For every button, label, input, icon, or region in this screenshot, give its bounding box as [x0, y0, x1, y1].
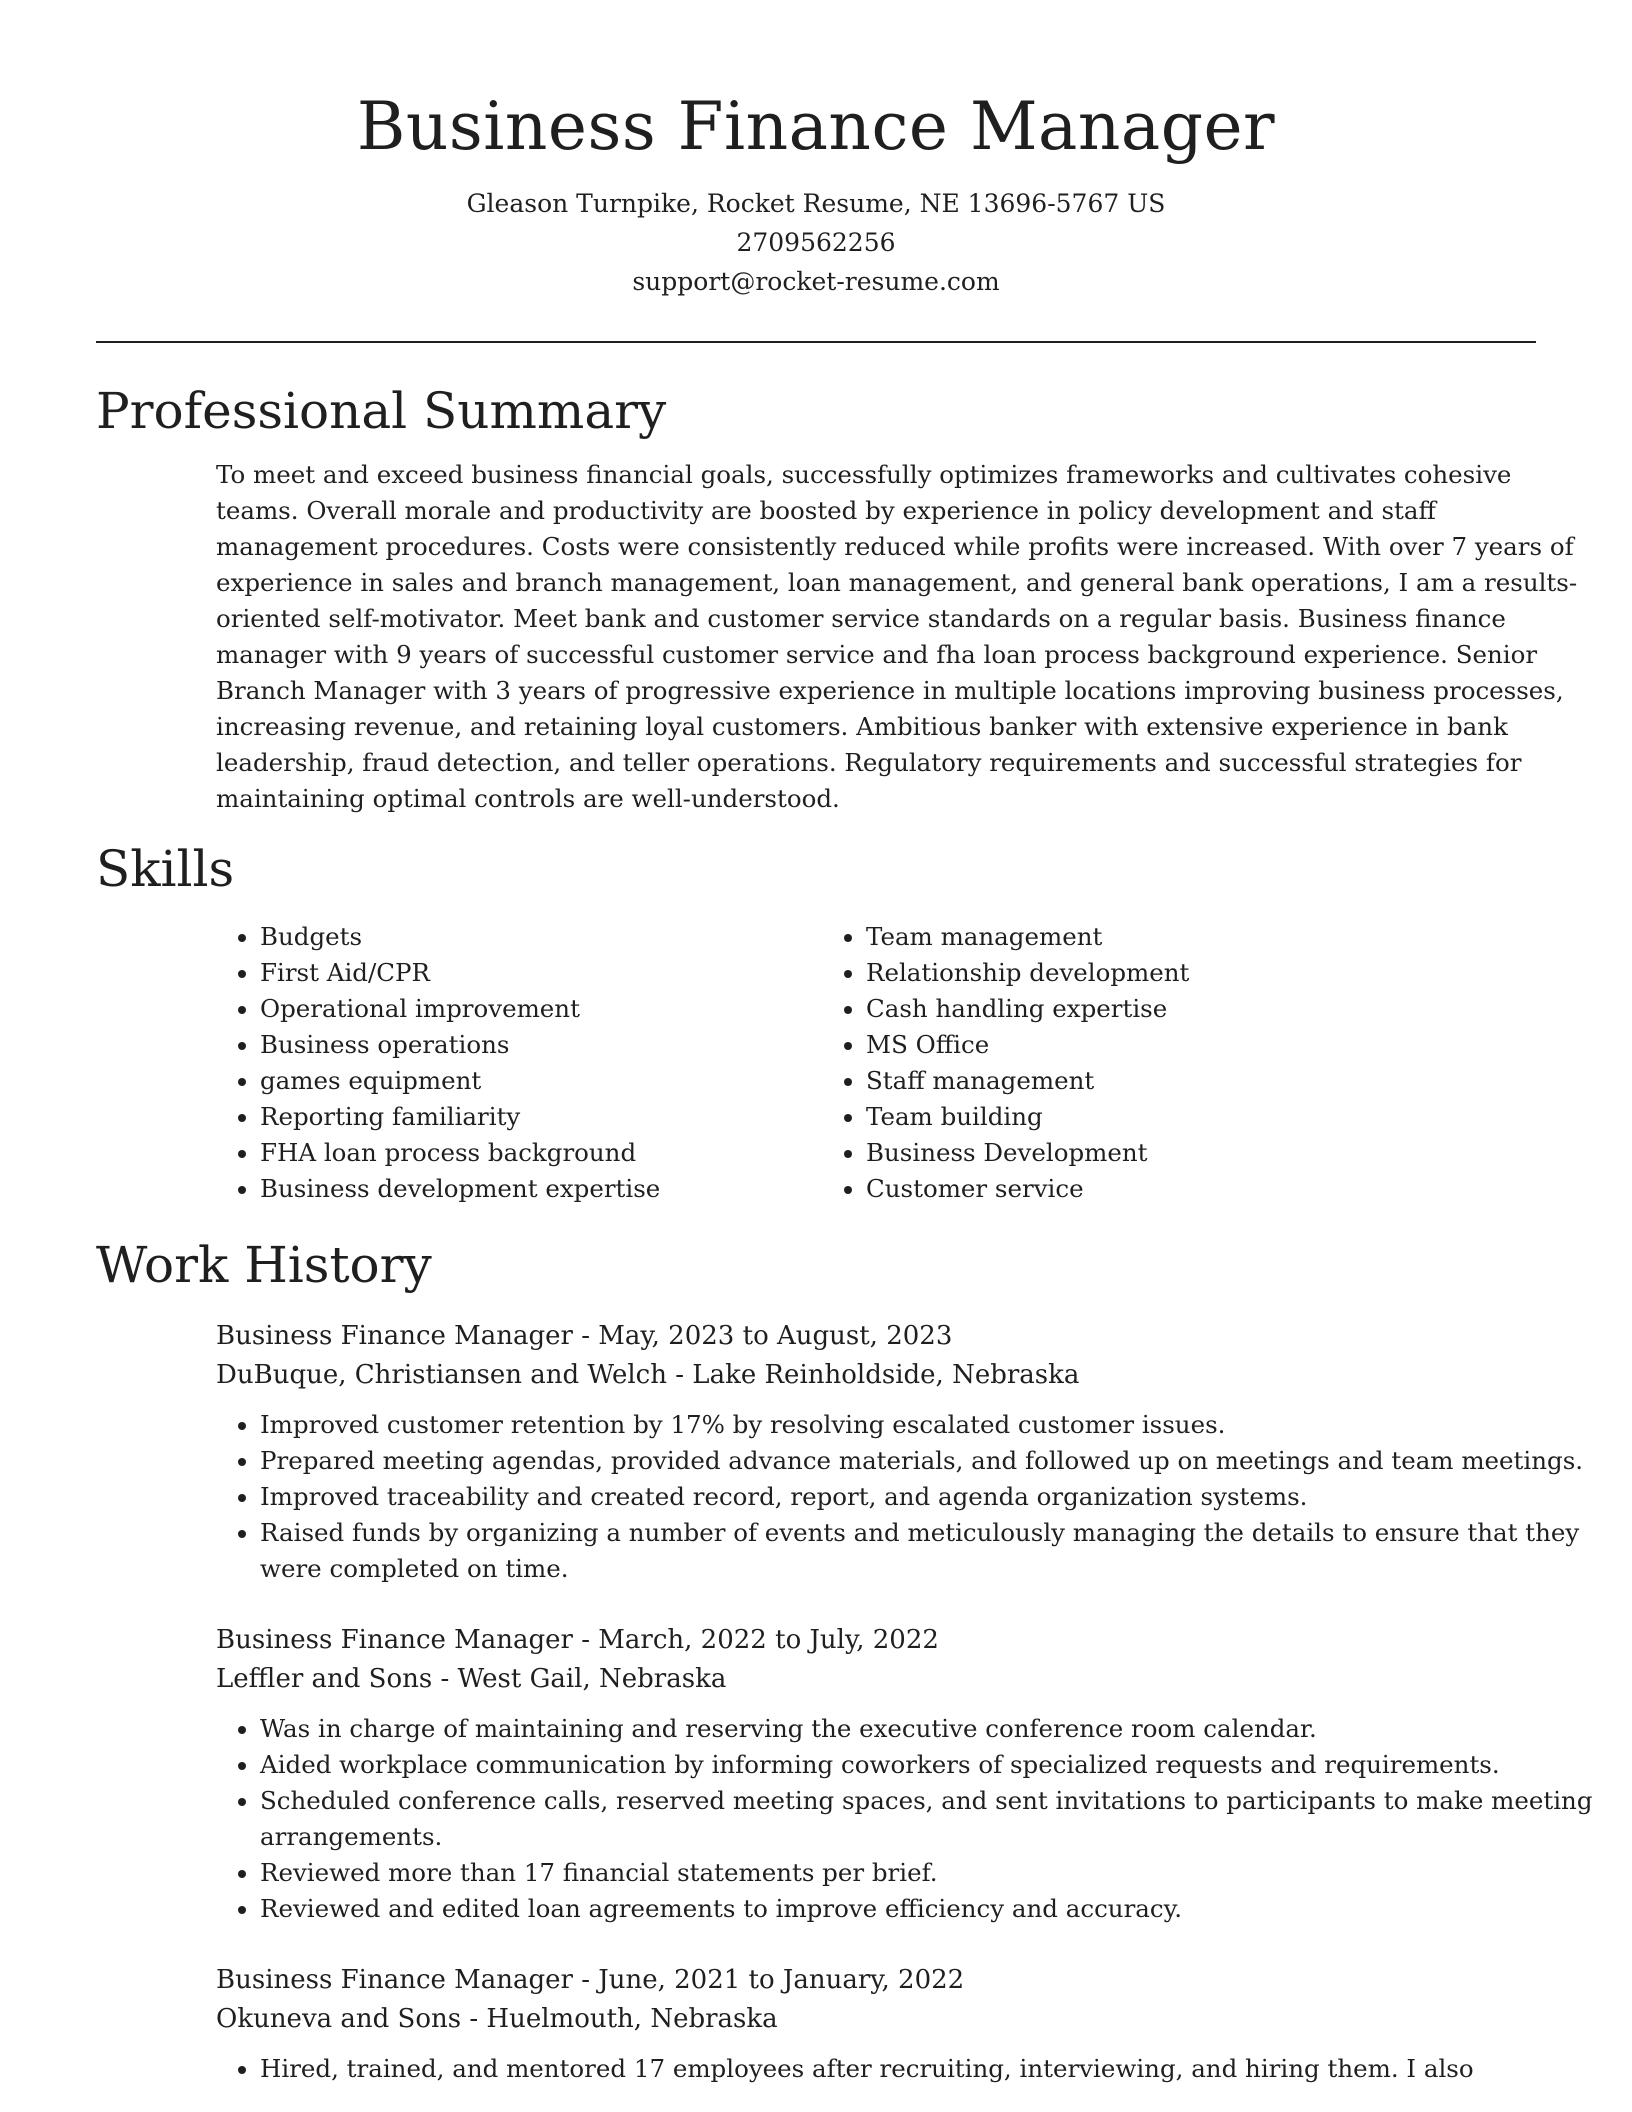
resume-header [0, 0, 1632, 301]
skill-item: • Team management [866, 919, 1428, 955]
skill-item: • Business Development [866, 1135, 1428, 1171]
job-title-line: Business Finance Manager - March, 2022 to July, 2022 [216, 1625, 939, 1655]
skills-column-right [822, 919, 1428, 1207]
job-bullet: • Improved customer retention by 17% by resolving escalated customer issues. [260, 1407, 1600, 1443]
resume-name: Business Finance Manager [356, 88, 1276, 165]
job-bullets [216, 1407, 1600, 1587]
job-entry [216, 1317, 1600, 1587]
skill-item: • Budgets [260, 919, 822, 955]
job-bullet: • Raised funds by organizing a number of events and meticulously managing the details to ensure that they were completed on time. [260, 1515, 1600, 1587]
job-bullet: • Aided workplace communication by informing coworkers of specialized requests and requirements. [260, 1747, 1600, 1783]
job-bullet: • Reviewed and edited loan agreements to improve efficiency and accuracy. [260, 1891, 1600, 1927]
job-entry [216, 1621, 1600, 1927]
skill-item: • Reporting familiarity [260, 1099, 822, 1135]
skill-item: • MS Office [866, 1027, 1428, 1063]
job-entry [216, 1961, 1600, 2087]
contact-block [0, 184, 1632, 301]
summary-heading: Professional Summary [96, 382, 667, 440]
skill-item: • First Aid/CPR [260, 955, 822, 991]
skills-list [216, 919, 1632, 1207]
skill-item: • Operational improvement [260, 991, 822, 1027]
job-title-line: Business Finance Manager - May, 2023 to August, 2023 [216, 1321, 953, 1351]
job-company-line: DuBuque, Christiansen and Welch - Lake Reinholdside, Nebraska [216, 1360, 1080, 1390]
skills-heading: Skills [96, 840, 235, 898]
skill-item: • Business development expertise [260, 1171, 822, 1207]
job-bullets [216, 2051, 1600, 2087]
work-history-heading: Work History [96, 1236, 432, 1294]
contact-address: Gleason Turnpike, Rocket Resume, NE 13696-5767 US [466, 189, 1166, 218]
skill-item: • FHA loan process background [260, 1135, 822, 1171]
skills-column-left [216, 919, 822, 1207]
header-divider [96, 341, 1536, 343]
skill-item: • games equipment [260, 1063, 822, 1099]
contact-email: support@rocket-resume.com [632, 267, 1000, 296]
skill-item: • Staff management [866, 1063, 1428, 1099]
contact-phone: 2709562256 [736, 228, 896, 257]
skill-item: • Business operations [260, 1027, 822, 1063]
skill-item: • Customer service [866, 1171, 1428, 1207]
skill-item: • Team building [866, 1099, 1428, 1135]
skill-item: • Cash handling expertise [866, 991, 1428, 1027]
job-bullets [216, 1711, 1600, 1927]
skill-item: • Relationship development [866, 955, 1428, 991]
job-bullet: • Was in charge of maintaining and reserving the executive conference room calendar. [260, 1711, 1600, 1747]
job-bullet: • Improved traceability and created record, report, and agenda organization systems. [260, 1479, 1600, 1515]
job-bullet: • Prepared meeting agendas, provided advance materials, and followed up on meetings and team meetings. [260, 1443, 1600, 1479]
job-bullet: • Hired, trained, and mentored 17 employees after recruiting, interviewing, and hiring them. I also [260, 2051, 1600, 2087]
summary-text: To meet and exceed business financial goals, successfully optimizes frameworks and cultivates cohesive teams. Overall morale and productivity are boosted by experience in policy development and staff management procedures. Costs were consistently reduced while profits were increased. With over 7 years of experience in sales and branch management, loan management, and general bank operations, I am a results-oriented self-motivator. Meet bank and customer service standards on a regular basis. Business finance manager with 9 years of successful customer service and fha loan process background experience. Senior Branch Manager with 3 years of progressive experience in multiple locations improving business processes, increasing revenue, and retaining loyal customers. Ambitious banker with extensive experience in bank leadership, fraud detection, and teller operations. Regulatory requirements and successful strategies for maintaining optimal controls are well-understood. [216, 460, 1578, 813]
job-title-line: Business Finance Manager - June, 2021 to January, 2022 [216, 1965, 965, 1995]
job-company-line: Okuneva and Sons - Huelmouth, Nebraska [216, 2004, 778, 2034]
job-company-line: Leffler and Sons - West Gail, Nebraska [216, 1664, 727, 1694]
job-bullet: • Scheduled conference calls, reserved meeting spaces, and sent invitations to participants to make meeting arrangements. [260, 1783, 1600, 1855]
job-bullet: • Reviewed more than 17 financial statements per brief. [260, 1855, 1600, 1891]
